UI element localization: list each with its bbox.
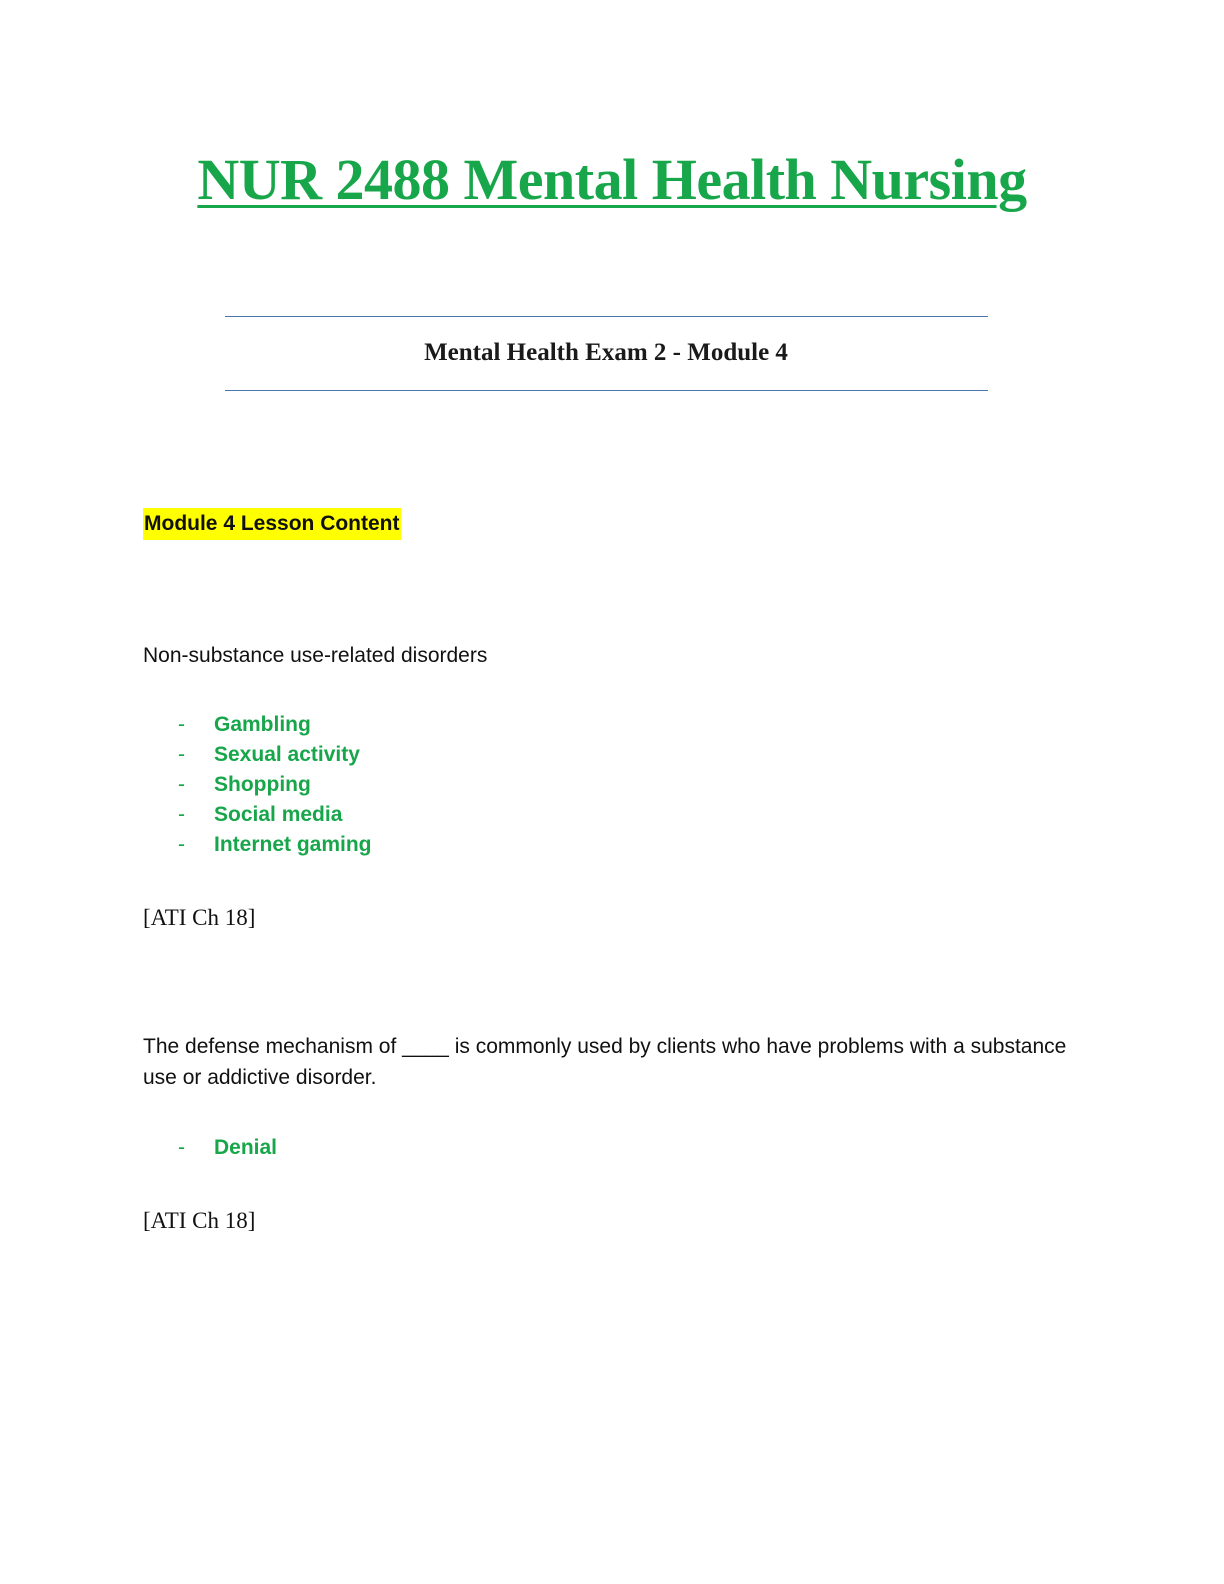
list-marker: - (178, 833, 185, 856)
answer-text: Internet gaming (214, 833, 372, 856)
question-1-reference: [ATI Ch 18] (143, 905, 256, 930)
list-item (178, 830, 372, 860)
list-marker: - (178, 713, 185, 736)
question-1-prompt: Non-substance use-related disorders (143, 644, 488, 667)
list-item (178, 770, 372, 800)
list-marker: - (178, 743, 185, 766)
answer-text: Denial (214, 1136, 278, 1159)
answer-text: Social media (214, 803, 343, 826)
list-marker: - (178, 803, 185, 826)
list-item (178, 1133, 277, 1163)
list-marker: - (178, 773, 185, 796)
section-heading: Module 4 Lesson Content (143, 508, 401, 540)
answer-text: Sexual activity (214, 743, 360, 766)
list-item (178, 740, 372, 770)
document-subtitle: Mental Health Exam 2 - Module 4 (424, 339, 788, 366)
document-title: NUR 2488 Mental Health Nursing (197, 147, 1027, 212)
list-item (178, 710, 372, 740)
answer-text: Gambling (214, 713, 311, 736)
answer-text: Shopping (214, 773, 311, 796)
question-2-reference: [ATI Ch 18] (143, 1208, 256, 1233)
question-2-answer-list (178, 1133, 277, 1163)
list-marker: - (178, 1136, 185, 1159)
question-1-answer-list (178, 710, 372, 860)
title-rule-bottom (225, 390, 988, 391)
list-item (178, 800, 372, 830)
title-rule-top (225, 316, 988, 317)
question-2-prompt: The defense mechanism of ____ is commonly used by clients who have problems with a substance use or addictive disorder. (143, 1035, 1067, 1089)
